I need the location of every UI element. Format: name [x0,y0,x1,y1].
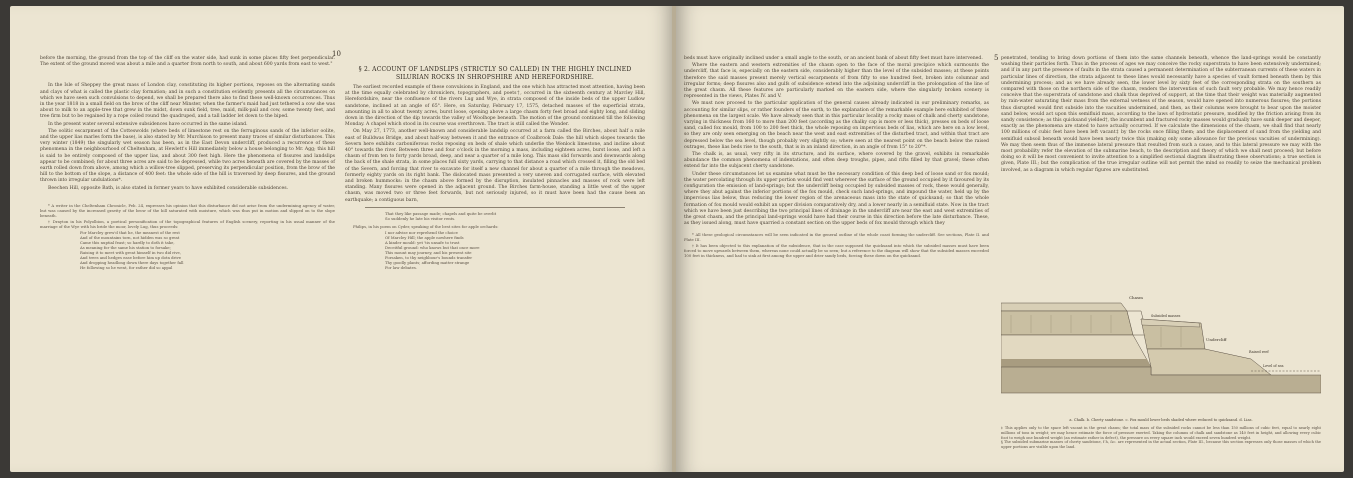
verse-block [40,230,335,270]
verse-line: For law debates. [385,264,417,270]
verse-line: For Marcley grew'd that he, the meanest of the rest [80,229,180,235]
footnote: * A writer in the Cheltenham Chronicle, Feb. 24, expresses his opinion that this disturbance did not arise from the undermining agency of water, but was caused by the increased gravity of the brow of the hill saturated with moisture, which was thus put in motion and slipped on to the slope beneath. [40,202,335,218]
paragraph: beds must have originally inclined under a small angle to the south, or an ancient bank of about fifty feet must have intervened. [684,56,983,61]
verse-line: He following so he went, for rather did so appal [80,264,173,270]
label-sea: Level of sea [1263,364,1284,368]
paragraph: On May 27, 1773, another well-known and considerable landslip occurred at a farm called the Birches, about half a mile east of Buildwas Bridge, and about half-way between it and the entrance of Coalbrook Dale: the hill which slopes towards the Severn here exhibits carboniferous rocks reposing on beds of shale which underlie the Wenlock limestone, and incline about 40° towards the river. Between three and four o'clock in the morning a mass, including eighteen acres, burst loose, and left a chasm of from ten to forty yards broad, deep, and near a quarter of a mile long. This mass slid forwards and downwards along the back of the shale strata, in some places full sixty yards, carrying to that distance a road which crossed it, filling the old bed of the Severn, and forcing that river to excavate for itself a new channel for about a quarter of a mile through the meadows, formerly eighty yards on its right bank. The dislocated mass presented a very uneven and corrugated surface, with elevated and broken hummocks: in the chasm above formed by the disruption, insulated pinnacles and masses of rock were left standing. Many fissures were opened in the adjacent ground. The Birches farm-house, standing a little west of the upper chasm, was moved two or three feet forwards, but not seriously injured, so it must have been had the cause been an earthquake; a contiguous barn, [345,129,645,203]
footnote: † It has been objected to this explanation of the subsidence, that in the case supposed the quicksand into which the subsided masses must have been forced to move upwards between them, whereas none could actually be so seen; but a reference to the diagram will show that the subsided masses exceeded 100 feet in thickness, and had to sink at first among the upper and drier sandy beds, forcing these down on the quicksand. [684,243,989,259]
footnote: § The subsided submarine masses of cherty sandstone, f h, &c. are represented in the actual section, Plate III., because this section expresses only those masses of which the upper portions are visible upon the land. [1001,440,1321,450]
paragraph: Where the eastern and western extremities of the chasm open to the face of the moral precipice which surmounts the undercliff, that face is, especially on the eastern side, considerably higher than the level of the subsided masses; at these points therefore the said masses present merely vertical escarpments of from fifty to one hundred feet, broken into columnar and irregular forms; deep fissures also and gulfs of subsidence extend into the adjoining undercliff in the prolongation of the line of the great chasm. All these features are particularly marked on the eastern side, where the singularly broken scenery is represented in the views, Plates IV. and V. [684,63,989,100]
sandstone-stratum [1001,311,1133,335]
verse-line: That they like passage made; chapels and quite be overlit [385,210,497,216]
verse-line: Raising it to meet with great himself in two did rive, [80,249,181,255]
paragraph: Beechen Hill, opposite Bath, is also stated in former years to have exhibited considerable subsidences. [48,185,289,191]
footnote: † Drayton in his Polyolbion, a poetical personification of the topographical features of English scenery, reporting in his usual manner of the marriage of the Wye with his bride the moor, lovely Lug, thus proceeds: [40,218,335,229]
section-heading: § 2. ACCOUNT OF LANDSLIPS (STRICTLY SO CALLED) IN THE HIGHLY INCLINED SILURIAN ROCKS IN SHROPSHIRE AND HEREFORDSHIRE. [358,66,632,81]
right-page [676,6,1344,472]
chalk-stratum [1001,303,1127,311]
section-diagram [1001,289,1321,415]
verse-line: As meaning for the same his station to forsake; [80,244,171,250]
verse-line: Forsaken, to thy neighbour's bounds transfer [385,254,473,260]
paragraph: The oolitic escarpment of the Cotteswolds (where beds of limestone rest on the ferruginous sands of the inferior oolite, and the upper lias marles form the base), is also stated by Mr. Murchison to present many traces of similar disturbances. This very winter (1849) the singularly wet season has been, as in the East Devon undercliff, produced a recurrence of these phenomena in the neighbourhood of Cheltenham, at Hewlett's Hill immediately below a house belonging to Mr. Agg; this hill is said to be entirely composed of the upper lias, and about 300 feet high. Here the phenomena of fissures and landslips appear to be combined; for about three acres are said to be depressed, while two acres beneath are covered by the masses of earth rolled down from above, among which a willow-tree slipped, preserving its perpendicular position, from the brow of the hill to the bottom of the slope, a distance of 400 feet: the whole side of the hill is traversed by deep fissures, and the ground thrown into irregular undulations*. [40,128,335,184]
verse-line: Came this nuptial feast; so hardly to doth it take, [80,239,175,245]
label-subsided: Subsided masses [1151,314,1181,318]
right-page-column-1 [684,56,989,259]
verse-line: I nor advise nor reprehend the choice [385,229,458,235]
verse-line: And trees and hedges ease before him up dotn drive [80,254,181,260]
paragraph: In the present water several extensive subsidences have occurred in the same island. [48,121,248,127]
verse-line: Of Marcley Hill; the apple nowhere finds [385,234,464,240]
footnote: * All these geological circumstances will be seen indicated in the general outline of the whole coast forming the undercliff. See sections, Plate II. and Plate III. [684,232,989,243]
page-number-right: 5 [994,54,999,62]
footnote: Philips, in his poem on Cyder, speaking of the best sites for apple orchards: [353,223,499,229]
paragraph: The earliest recorded example of these convulsions in England, and the one which has attracted most attention, having been at the time equally celebrated by chroniclers, topographers, and poets†, occurred in the sixteenth century at Marcley Hill, Herefordshire, near the confluence of the rivers Lug and Wye, in strata composed of the inside beds of the upper Ludlow sandstone, inclined at an angle of 65°. Here, on Saturday, February 17, 1575, detached masses of the superficial strata, amounting in all to about twenty acres, burst loose, opening above a large chasm forty feet broad and eighty long, and sliding down in the direction of the dip towards the valley of Woolhope beneath. The motion of the ground continued till the following Monday. A chapel which stood in its course was overthrown. The tract is still called the Wonder. [345,85,645,128]
paragraph: Under these circumstances let us examine what must be the necessary condition of this deep bed of loose sand or fox mould; the water percolating through its upper portion would find vent wherever the surface of the ground occupied by it favoured by its configuration the emission of land-springs; but the undercliff being occupied by subsided masses of rock, these would generally, where they abut against the inferior portions of the fox mould, check such land-springs, and impound the water, held up by the impervious lias below, thus reducing the lower region of the arenaceous mass into the state of quicksand; so that the whole formation of fox mould would exhibit an upper division comparatively dry, and a lower nearly in a semifluid state. Now in the tract which we have been just describing the two principal lines of drainage in the undercliff are near the east and west extremities of the great chasm, and the principal land-springs would have had their course in this direction before the late disturbance. These, as they issued along, must have quarried a constant section on the upper beds of fox mould through which they [684,171,989,227]
paragraph: before the morning, the ground from the top of the cliff on the water side, had sunk in some places fifty feet perpendicular. The extent of the ground moved was about a mile and a quarter from north to south, and about 600 yards from east to west." [40,56,335,68]
verse-line: This mount may journey, and his present site [385,249,472,255]
verse-line: And dropping headlong down there days together fall [80,259,184,265]
page-number-left: 10 [332,50,341,58]
label-raised: Raised reef [1249,350,1269,354]
left-page [10,6,674,472]
paragraph: We must now proceed to the particular application of the general causes already indicated in our preliminary remarks, as accounting for similar slips, or rather founders of the earth, to the explanation of the remarkable example here exhibited of these phenomena on the largest scale. We have already seen that in this particular locality a rocky mass of chalk and cherty sandstone, varying in thickness from 160 to more than 200 feet (according as the chalky cap is more or less thick), presses on beds of loose sand, called fox mould, from 100 to 200 feet thick, the whole reposing on impervious beds of lias, which are here on a low level, so they are only seen emerging on the beach near the west and east extremities of the disturbed tract, and within that tract are depressed below the sea level, though probably very slightly so; where seen at the nearest point on the beach below the raised outrages, these lias beds rise to the south, that is in an inland direction, in an angle of from 15° to 20°*. [684,101,989,150]
verse-line: So suddenly he late his visitor rents. [385,215,456,221]
label-undercliff: Undercliff [1206,337,1227,342]
left-page-column-1 [40,56,335,270]
verse-line: Thy goodly plants; affording matter strange [385,259,470,265]
verse-line: And of the mountains torn, not hidden was so great [80,234,180,240]
footnote: ‡ This applies only to the space left vacant in the great chasm; the total mass of the subsided rocks cannot be less than 150 millions of cubic feet, equal to nearly eight millions of tons in weight; we may hence estimate the force of pressure exerted. Taking the columns of chalk and sandstone as 140 feet in height, and allowing every cubic foot to weigh one hundred weight (an estimate rather in defect), the pressure on every square inch would exceed seven hundred weight. [1001,426,1321,440]
paragraph: penetrated, tending to bring down portions of them into the same channels beneath, whence the land-springs would be constantly washing their particles forth. Thus in the process of ages we may conceive the rocky superstrata to have been extensively undermined; and if in any part the presence of faults in the strata caused a permanent determination of the subterranean currents of these waters in particular lines of direction, the strata adjacent to these lines would necessarily have a species of vault formed beneath them by this undermining process; and as we have already seen, the lower level by sixty feet of the corresponding strata on the southern as compared with those on the northern side of the chasm, renders the intervention of such fault very probable. We may hence readily conceive that the superstrata of sandstone and chalk thus deprived of support, at the time that their weight was materially augmented by rain-water saturating their mass from the external wetness of the season, would have opened into numerous fissures; the portions thus disrupted would first subside into the vacuities undermined, and then, as their columns were brought to bear upon the moister sand below, would act upon this semifluid mass, according to the laws of hydrostatic pressure, modified by the friction arising from its sandy consistence; as this quicksand yielded†, the incumbent and fractured rocky masses would gradually have sunk deeper and deeper, exactly as the phenomena are stated to have actually occurred. If we calculate the dimensions of the chasm, we shall find that nearly 100 millions of cubic feet have been left vacant‡ by the rocks once filling them; and the displacement of sand from the yielding and semifluid subsoil beneath would have been nearly twice this (making only some allowance for the previous vacuities of undermining). We may then seem thus of the immense lateral pressure that resulted from such a cause, and to this lateral pressure we may with the most probability refer the elevation of the submarine beach, to the description and theory of which we shall next proceed; but before doing so it will be most convenient to invite attention to a simplified sectional diagram illustrating these observations; a true section is given, Plate III.; but the complication of the true irregular outline will not permit the mind so readily to seize the mechanical problem involved, as a diagram in which regular figures are substituted. [1001,56,1321,173]
paragraph: The chalk is, as usual, very rifty in its structure, and its surface, where covered by the gravel, exhibits in remarkable abundance the common phenomena of indentations, and often deep troughs, pipes, and rifts filled by that gravel; these often extend far into the subjacent cherty sandstone. [684,152,989,170]
label-chasm: Chasm [1129,295,1143,300]
right-page-column-2 [1001,56,1321,175]
verse-line: A kinder mould: yet 'tis unsafe to trust [385,239,460,245]
paragraph: In the Isle of Sheppey the great mass of London clay, constituting its higher portions, reposes on the alternating sands and clays of what is called the plastic clay formation; and in such a constitution evidently presents all the circumstances on which we have seen such convulsions to depend, we shall be prepared there also to find these well-known occurrences. Thus in the year 1818 in a small field on the brow of the cliff near Minster, when the farmer's maid had just tethered a cow she was about to milk to an apple-tree that grew in the midst, down sunk field, tree, maid, milk-pail and cow, some twenty feet, and tree firm but to be regained by a rope coiled round the quadruped, and a tall ladder let down to the biped. [40,83,335,120]
quicksand-shading [1001,359,1151,367]
figure-caption: a. Chalk. b. Cherty sandstone. c. Fox mould lower beds shaded where reduced to quicksand. d. Lias. [1069,418,1253,422]
verse-line: Deceitful ground: who knows but that once more [385,244,480,250]
left-page-column-2 [345,66,645,270]
footnote-block [1001,426,1321,450]
divider [365,207,625,208]
